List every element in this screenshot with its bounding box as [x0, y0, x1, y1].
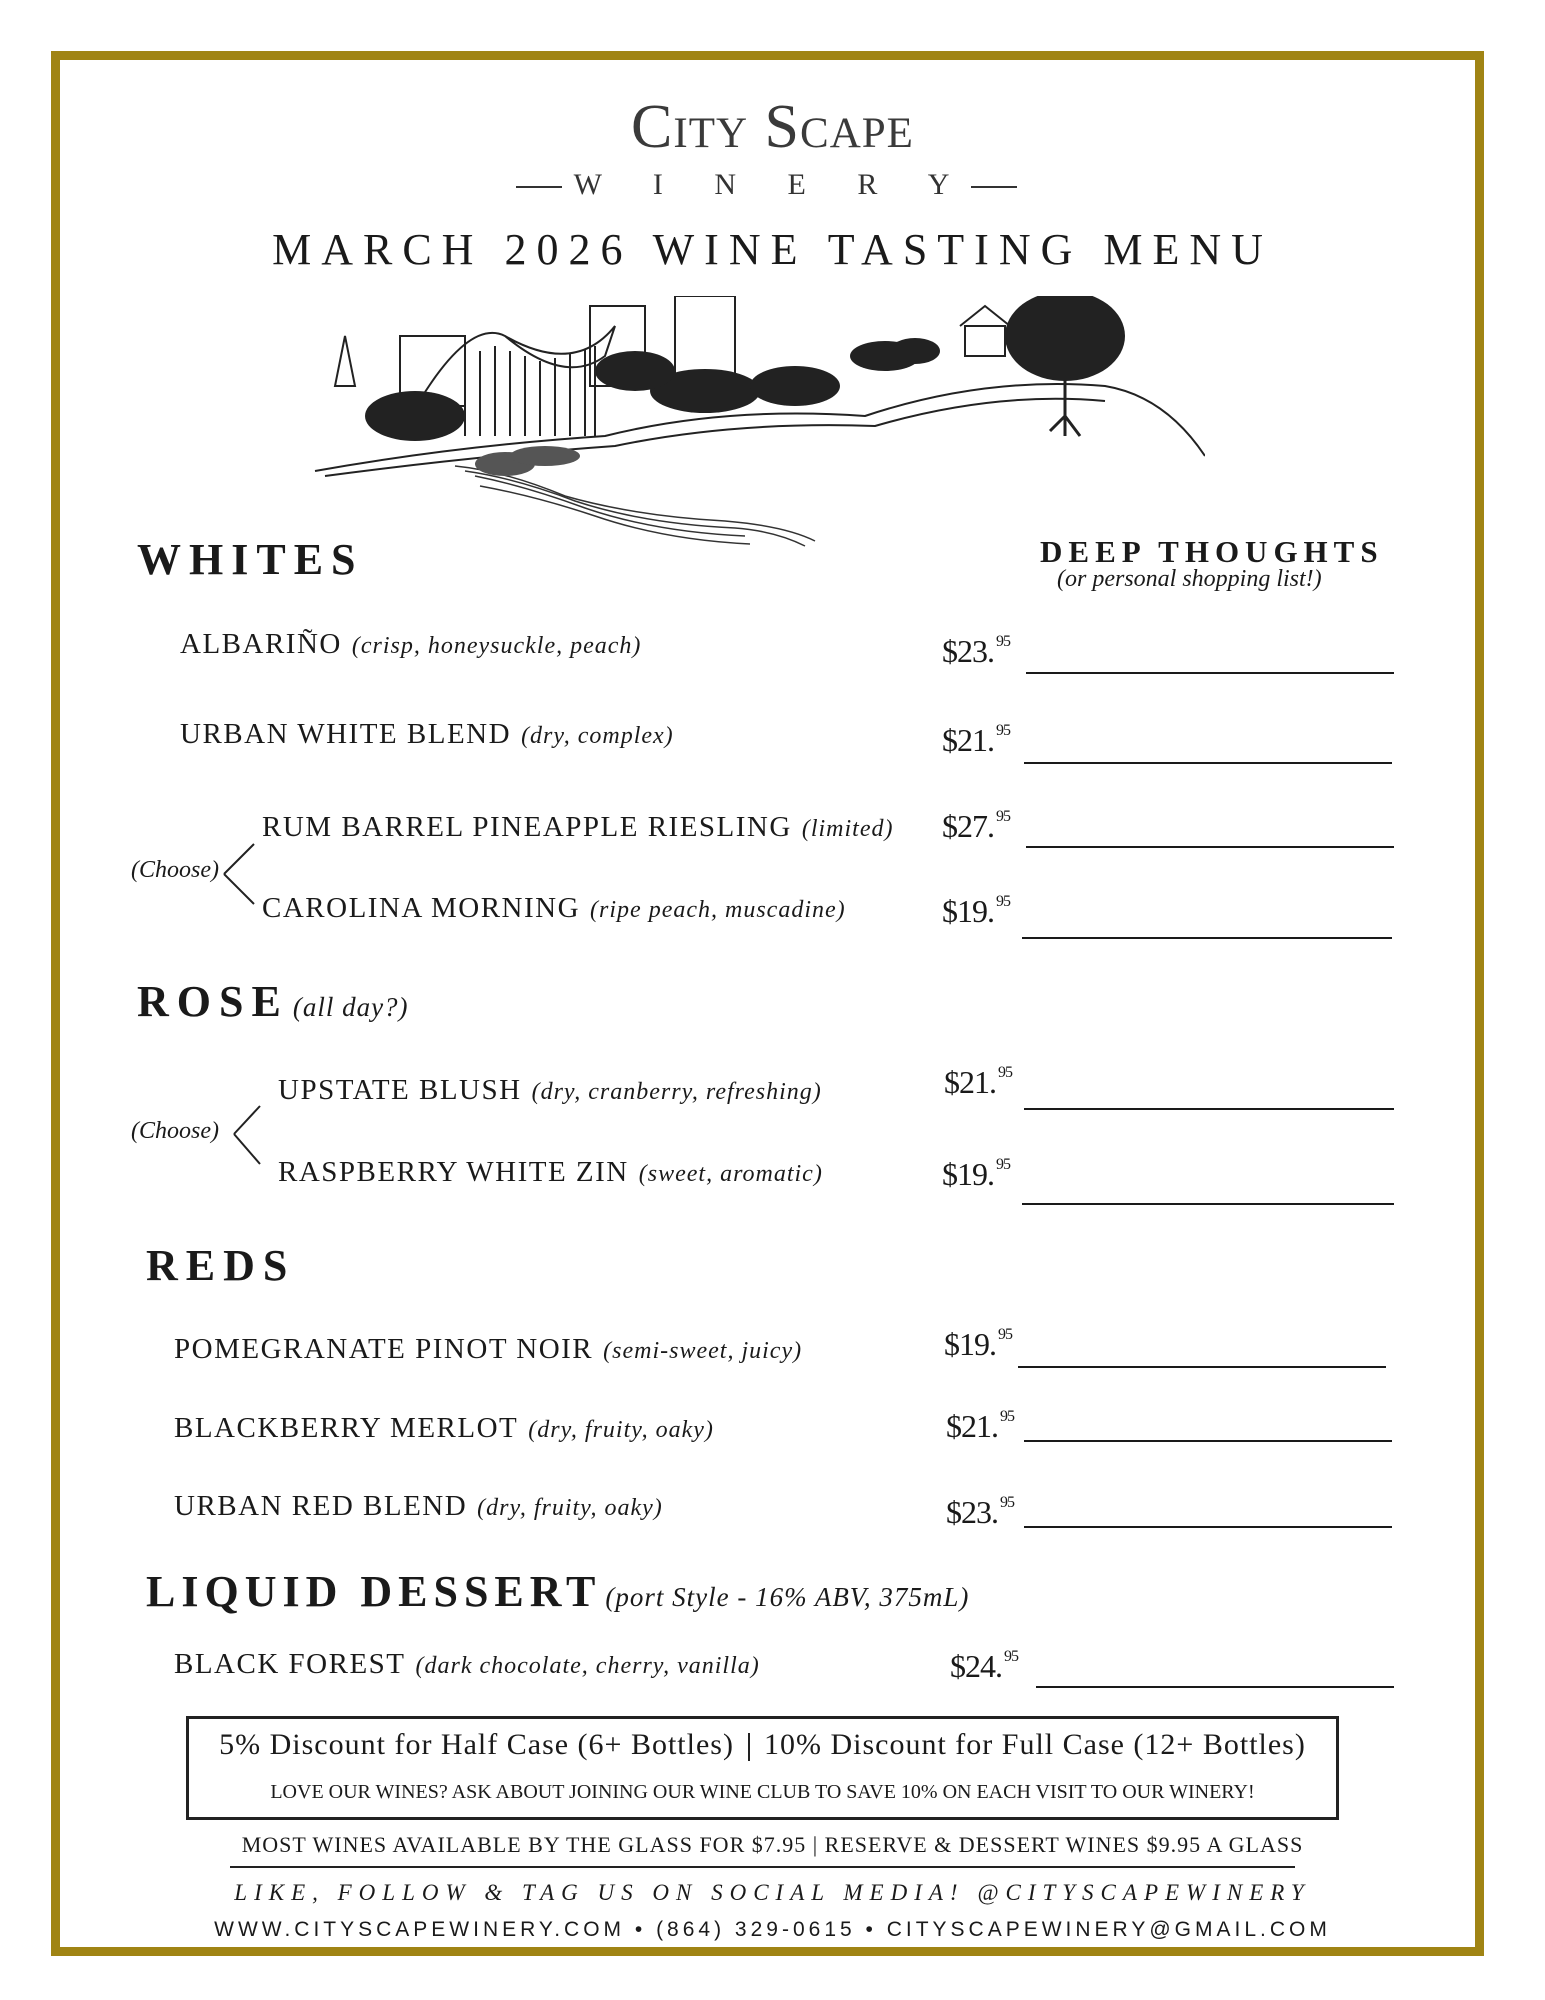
price-cents: 95: [1000, 1408, 1014, 1425]
wine-name: URBAN WHITE BLEND: [180, 718, 512, 750]
section-heading-rose: [137, 976, 409, 1027]
deep-thoughts-title: DEEP THOUGHTS: [1040, 534, 1384, 569]
wine-item: [174, 1412, 714, 1445]
menu-title: MARCH 2026 WINE TASTING MENU: [272, 225, 1273, 274]
price: [942, 1156, 1010, 1193]
notes-line[interactable]: [1024, 1108, 1394, 1110]
tasting-notes: (limited): [801, 816, 894, 842]
price-cents: 95: [996, 893, 1010, 910]
wine-name: UPSTATE BLUSH: [278, 1074, 522, 1106]
price-cents: 95: [996, 1156, 1010, 1173]
price: [942, 808, 1010, 845]
notes-line[interactable]: [1024, 762, 1392, 764]
tasting-notes: (sweet, aromatic): [638, 1161, 823, 1187]
price-dollars: $21.: [942, 722, 994, 758]
price-cents: 95: [998, 1064, 1012, 1081]
wine-item: [180, 628, 641, 661]
price: [942, 633, 1010, 670]
wine-club-note: LOVE OUR WINES? ASK ABOUT JOINING OUR WINE CLUB TO SAVE 10% ON EACH VISIT TO OUR WINERY!: [270, 1781, 1255, 1803]
tasting-notes: (ripe peach, muscadine): [590, 897, 846, 923]
price-cents: 95: [1004, 1648, 1018, 1665]
wine-item: [174, 1490, 663, 1523]
notes-line[interactable]: [1022, 937, 1392, 939]
price-dollars: $19.: [944, 1326, 996, 1362]
price-dollars: $21.: [946, 1408, 998, 1444]
choose-bracket: [232, 1098, 268, 1170]
price: [942, 893, 1010, 930]
wine-name: BLACK FOREST: [174, 1648, 406, 1680]
notes-line[interactable]: [1024, 1526, 1392, 1528]
wine-name: RASPBERRY WHITE ZIN: [278, 1156, 629, 1188]
half-case-discount: 5% Discount for Half Case (6+ Bottles): [219, 1728, 734, 1761]
wine-item: [278, 1156, 823, 1189]
choose-bracket: [222, 830, 258, 918]
discount-headline: [186, 1728, 1339, 1762]
price-cents: 95: [996, 722, 1010, 739]
price-dollars: $19.: [942, 1156, 994, 1192]
price-cents: 95: [998, 1326, 1012, 1343]
notes-line[interactable]: [1026, 846, 1394, 848]
price-cents: 95: [996, 808, 1010, 825]
price-dollars: $21.: [944, 1064, 996, 1100]
price-cents: 95: [1000, 1494, 1014, 1511]
by-the-glass-note: MOST WINES AVAILABLE BY THE GLASS FOR $7.95 | RESERVE & DESSERT WINES $9.95 A GLASS: [241, 1832, 1304, 1857]
choose-label: (Choose): [131, 1118, 219, 1144]
wine-item: [174, 1648, 760, 1681]
contact-info: WWW.CITYSCAPEWINERY.COM • (864) 329-0615 • CITYSCAPEWINERY@GMAIL.COM: [214, 1918, 1331, 1941]
tasting-notes: (dark chocolate, cherry, vanilla): [415, 1653, 760, 1679]
price-cents: 95: [996, 633, 1010, 650]
price: [944, 1064, 1012, 1101]
wine-name: BLACKBERRY MERLOT: [174, 1412, 519, 1444]
price: [950, 1648, 1018, 1685]
wine-item: [278, 1074, 822, 1107]
brand-subtitle: [0, 168, 1545, 202]
section-title-rose: ROSE: [137, 977, 289, 1026]
wine-item: [174, 1333, 802, 1366]
tasting-notes: (dry, fruity, oaky): [477, 1495, 663, 1521]
price-dollars: $23.: [946, 1494, 998, 1530]
divider: [971, 186, 1017, 188]
wine-name: POMEGRANATE PINOT NOIR: [174, 1333, 594, 1365]
wine-name: URBAN RED BLEND: [174, 1490, 468, 1522]
brand-name: City Scape: [631, 93, 914, 161]
price: [946, 1494, 1014, 1531]
notes-line[interactable]: [1026, 672, 1394, 674]
price: [944, 1326, 1012, 1363]
social-media-line: LIKE, FOLLOW & TAG US ON SOCIAL MEDIA! @CITYSCAPEWINERY: [234, 1880, 1311, 1905]
notes-line[interactable]: [1036, 1686, 1394, 1688]
wine-item: [262, 892, 846, 925]
divider: [230, 1866, 1295, 1868]
tasting-notes: (dry, fruity, oaky): [528, 1417, 714, 1443]
section-title-whites: WHITES: [137, 535, 364, 584]
notes-line[interactable]: [1024, 1440, 1392, 1442]
tasting-notes: (semi-sweet, juicy): [603, 1338, 803, 1364]
wine-item: [262, 811, 893, 844]
price-dollars: $23.: [942, 633, 994, 669]
choose-label: (Choose): [131, 857, 219, 883]
tasting-notes: (dry, cranberry, refreshing): [531, 1079, 822, 1105]
brand-sub-text: W I N E R Y: [573, 168, 972, 201]
divider: [748, 1733, 750, 1761]
price: [946, 1408, 1014, 1445]
notes-line[interactable]: [1022, 1203, 1394, 1205]
tasting-notes: (dry, complex): [521, 723, 674, 749]
section-title-reds: REDS: [146, 1241, 296, 1290]
section-title-dessert: LIQUID DESSERT: [146, 1567, 602, 1616]
deep-thoughts-subtitle: (or personal shopping list!): [1057, 566, 1322, 592]
tasting-notes: (crisp, honeysuckle, peach): [351, 633, 642, 659]
section-note-dessert: (port Style - 16% ABV, 375mL): [605, 1582, 970, 1612]
price: [942, 722, 1010, 759]
wine-item: [180, 718, 674, 751]
full-case-discount: 10% Discount for Full Case (12+ Bottles): [763, 1728, 1306, 1761]
city-skyline-illustration: [305, 296, 1205, 566]
price-dollars: $19.: [942, 893, 994, 929]
price-dollars: $27.: [942, 808, 994, 844]
wine-name: ALBARIÑO: [180, 628, 342, 660]
wine-name: CAROLINA MORNING: [262, 892, 581, 924]
price-dollars: $24.: [950, 1648, 1002, 1684]
divider: [516, 186, 562, 188]
section-note-rose: (all day?): [292, 992, 409, 1022]
wine-name: RUM BARREL PINEAPPLE RIESLING: [262, 811, 792, 843]
notes-line[interactable]: [1018, 1366, 1386, 1368]
section-heading-dessert: [146, 1566, 969, 1617]
